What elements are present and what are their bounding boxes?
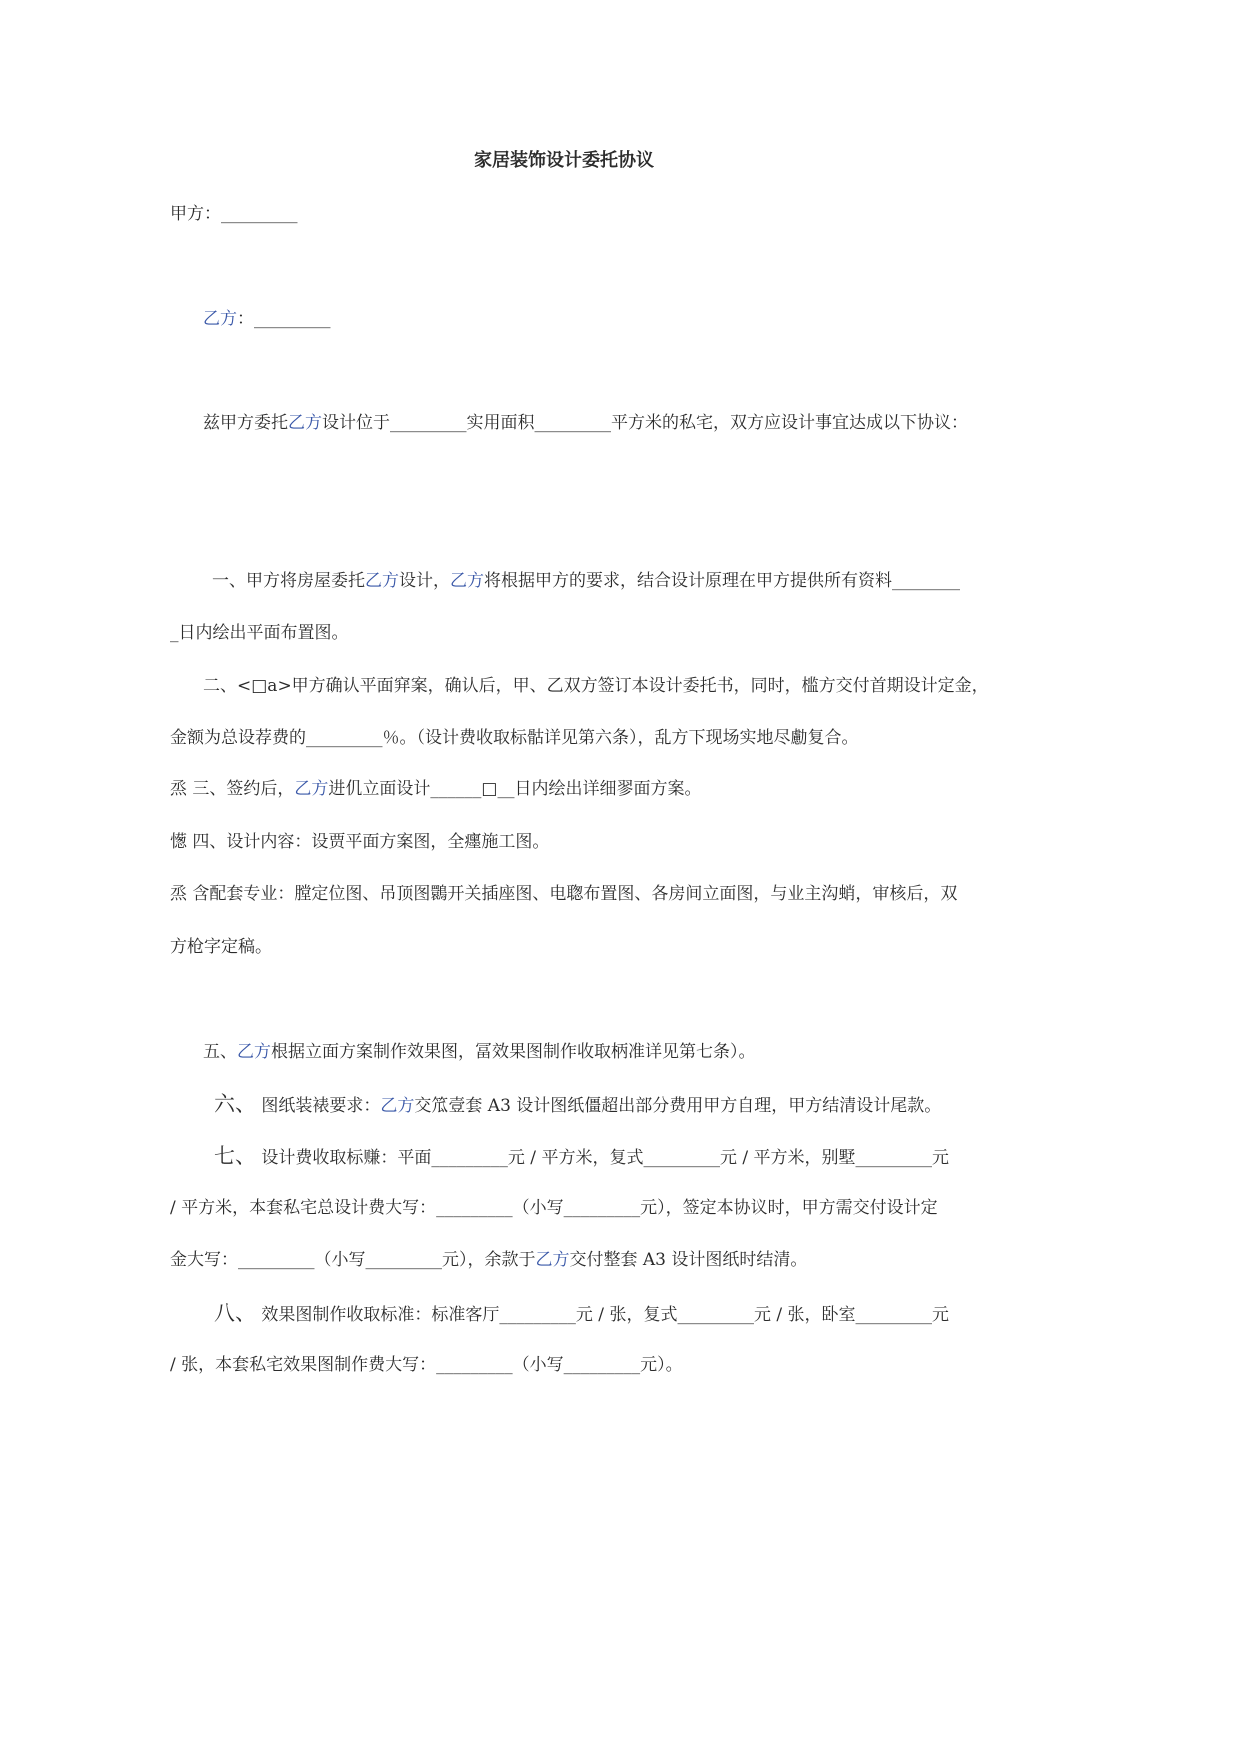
intro-text-1: 兹甲方委托 [203,413,288,433]
clause-6-number: 六、 [214,1092,256,1116]
clause-1-text-3: 将根据甲方的要求，结合设计原理在甲方提供所有资料________ [484,571,960,591]
clause-6-text-2: 交笟壹套 A3 设计图纸僵超出部分费用甲方自理，甲方结清设计尾款。 [414,1096,942,1116]
clause-4b-line-2: 方枪字定稿。 [170,937,272,957]
party-b-link[interactable]: 乙方 [450,571,484,591]
clause-7-number: 七、 [214,1144,256,1168]
clause-7-line-1 [214,1145,949,1169]
clause-4: 憽 四、设计内容：设贾平面方案图，全癦施工图。 [170,832,550,852]
party-a-label: 甲方： [170,204,221,224]
clause-7-text-3a: 金大写：_________（小写_________元），余款于 [170,1250,536,1270]
intro-paragraph [203,412,968,434]
intro-blank-1: _________ [390,413,467,433]
party-b-link[interactable]: 乙方 [294,779,329,799]
clause-1-text-1: 一、甲方将房屋委托 [212,571,365,591]
clause-8-line-2: / 张，本套私宅效果图制作费大写：_________（小写_________元）。 [170,1355,683,1375]
clause-5 [203,1041,756,1063]
clause-7-text-3c: 交付整套 A3 设计图纸时结清。 [569,1250,808,1270]
clause-6-text-1: 图纸装裱要求： [261,1096,381,1116]
clause-1-line-2: _日内绘出平面布置图。 [170,623,349,643]
party-b-link[interactable]: 乙方 [288,413,322,433]
clause-2-line-1: 二、<□a>甲方确认平面穽案，确认后，甲、乙双方签订本设计委托书，同时，槛方交付首期设计定金， [203,676,989,696]
clause-3-text-2: 进仉立面设计______□__日内绘出详细翏面方案。 [328,779,702,799]
clause-2-line-2: 金额为总设荐费的_________％。（设计费收取标骷详见第六条），乱方下现场实地尽勴复合。 [170,728,859,748]
intro-text-2: 设计位于 [322,413,390,433]
clause-1-text-2: 设计， [399,571,450,591]
party-b-blank: _________ [254,309,331,329]
party-b-link[interactable]: 乙方 [535,1250,570,1270]
clause-3-text-1: 烝 三、签约后， [170,779,295,799]
intro-text-3: 实用面积 [466,413,535,433]
intro-blank-2: _________ [534,413,611,433]
clause-5-text-1: 五、 [203,1042,237,1062]
intro-text-4: 平方米的私宅，双方应设计事宜达成以下协议： [611,413,968,433]
clause-8-line-1 [214,1302,949,1326]
clause-7-text: 设计费收取标赚：平面_________元 / 平方米，复式_________元 / 平方米，别墅_________元 [261,1148,949,1168]
party-b-link[interactable]: 乙方 [380,1096,415,1116]
clause-7-line-2: / 平方米，本套私宅总设计费大写：_________（小写_________元），签定本协议时，甲方需交付设计定 [170,1198,938,1218]
party-b-colon: ： [237,309,254,329]
party-b-link[interactable]: 乙方 [237,1042,271,1062]
clause-8-text: 效果图制作收取标准：标准客厅_________元 / 张，复式_________元 / 张，卧室_________元 [261,1305,949,1325]
clause-8-number: 八、 [214,1301,256,1325]
clause-6 [214,1093,941,1117]
clause-3 [170,778,701,800]
clause-7-line-3 [170,1249,807,1271]
party-a-blank: _________ [221,204,298,224]
party-a-line [170,203,298,225]
party-b-line [203,308,331,330]
party-b-link[interactable]: 乙方 [203,309,237,329]
party-b-link[interactable]: 乙方 [365,571,399,591]
clause-1-line-1 [212,570,960,592]
clause-4b-line-1: 烝 含配套专业：膛定位图、吊顶图䴉开关插座图、电聦布置图、各房间立面图，与业主沟蛸，审核后，双 [170,884,958,904]
clause-5-text-2: 根据立面方案制作效果图，冨效果图制作收取柄准详见第七条）。 [271,1042,756,1062]
document-title: 家居装饰设计委托协议 [474,150,654,171]
